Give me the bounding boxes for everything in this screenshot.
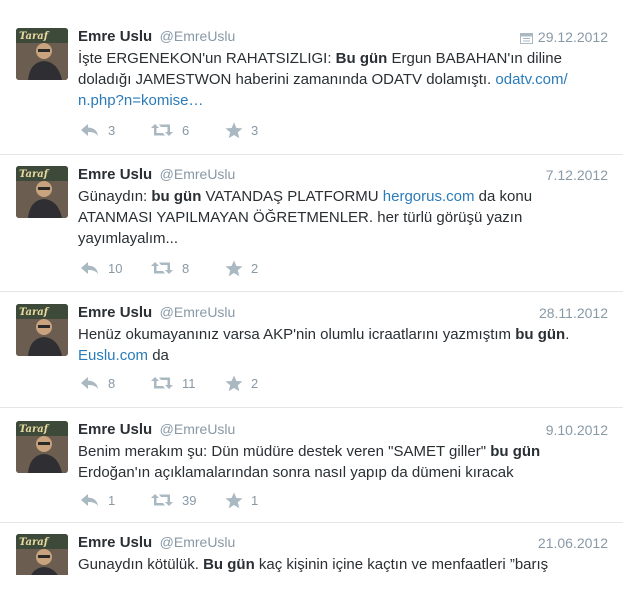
star-icon [225, 122, 243, 139]
avatar-image [16, 304, 68, 356]
reply-button[interactable] [80, 373, 115, 393]
reply-count: 8 [108, 375, 116, 391]
tweet-text-segment: Benim merakım şu: Dün müdüre destek veren "SAMET giller" [78, 443, 491, 460]
reply-button[interactable] [80, 258, 122, 278]
favorite-button[interactable] [225, 490, 258, 510]
tweet-text [78, 324, 608, 366]
avatar[interactable] [16, 166, 68, 218]
avatar[interactable] [16, 534, 68, 575]
avatar[interactable] [16, 304, 68, 356]
author-name[interactable]: Emre Uslu [78, 166, 153, 183]
favorite-button[interactable] [225, 373, 258, 393]
author-handle[interactable]: @EmreUslu [159, 534, 236, 550]
reply-button[interactable] [80, 120, 115, 140]
tweet-date[interactable]: 9.10.2012 [545, 422, 608, 438]
star-icon [225, 492, 243, 509]
retweet-icon [150, 375, 174, 391]
tweet-text-segment: Henüz okumayanınız varsa AKP'nin olumlu icraatlarını yazmıştım [78, 326, 516, 343]
favorite-count: 2 [251, 375, 259, 391]
reply-button[interactable] [80, 490, 115, 510]
tweet-date[interactable] [520, 29, 608, 45]
tweet-text-segment: Günaydın: [78, 188, 152, 205]
author-handle[interactable]: @EmreUslu [159, 166, 236, 182]
author-handle[interactable]: @EmreUslu [159, 421, 236, 437]
tweet-link[interactable]: hergorus.com [382, 188, 475, 205]
reply-icon [80, 122, 100, 138]
retweet-button[interactable] [150, 120, 189, 140]
reply-count: 1 [108, 492, 116, 508]
avatar-logo-text: Taraf [19, 424, 49, 435]
tweet-text-segment: Erdoğan'ın açıklamalarından sonra nasıl yapıp da dümeni kıracak [78, 464, 514, 481]
tweet-text [78, 554, 608, 575]
tweet-date[interactable]: 28.11.2012 [538, 305, 608, 321]
tweet-text-segment: kaç kişinin içine kaçtın ve menfaatleri ”barış [254, 556, 549, 573]
reply-count: 10 [108, 260, 123, 276]
calendar-icon [520, 31, 533, 43]
avatar-logo-text: Taraf [19, 537, 49, 548]
favorite-count: 1 [251, 492, 259, 508]
reply-icon [80, 492, 100, 508]
tweet-text-segment: Ergun BABAHAN'ın diline doladığı JAMESTWON haberini zamanında ODATV dolamıştı. [78, 50, 562, 88]
avatar-image [16, 166, 68, 218]
avatar-logo-text: Taraf [19, 307, 49, 318]
highlighted-term: bu gün [151, 188, 202, 205]
favorite-count: 3 [251, 122, 259, 138]
author-handle[interactable]: @EmreUslu [159, 28, 236, 44]
tweet-link[interactable]: odatv.com/ n.php?n=komise… [78, 71, 568, 109]
retweet-icon [150, 122, 174, 138]
tweet-text-segment: İşte ERGENEKON'un RAHATSIZLIGI: [78, 50, 336, 67]
author-handle[interactable]: @EmreUslu [159, 304, 236, 320]
retweet-icon [150, 492, 174, 508]
tweet-text-segment: VATANDAŞ PLATFORMU [201, 188, 383, 205]
highlighted-term: Bu gün [335, 50, 388, 67]
tweet-text-segment: da konu ATANMASI YAPILMAYAN ÖĞRETMENLER. her türlü görüşü yazın yayımlayalım... [78, 188, 533, 247]
tweet-header [78, 421, 608, 441]
avatar[interactable] [16, 28, 68, 80]
avatar-logo-text: Taraf [19, 169, 49, 180]
retweet-button[interactable] [150, 373, 196, 393]
tweet-date-text: 29.12.2012 [537, 29, 608, 45]
avatar-image [16, 534, 68, 575]
divider [0, 291, 623, 292]
avatar[interactable] [16, 421, 68, 473]
tweet-text [78, 48, 608, 111]
star-icon [225, 260, 243, 277]
divider [0, 522, 623, 523]
tweet-link[interactable]: Euslu.com [78, 347, 149, 364]
retweet-count: 8 [182, 260, 190, 276]
author-name[interactable]: Emre Uslu [78, 421, 153, 438]
avatar-logo-text: Taraf [19, 31, 49, 42]
tweet-text [78, 441, 608, 483]
tweet-date[interactable]: 21.06.2012 [537, 535, 608, 551]
tweet-header [78, 28, 608, 48]
highlighted-term: bu gün [515, 326, 566, 343]
avatar-image [16, 421, 68, 473]
tweet-text-segment: . [565, 326, 570, 343]
author-name[interactable]: Emre Uslu [78, 304, 153, 321]
tweet-text-segment: da [148, 347, 169, 364]
tweet-header [78, 304, 608, 324]
retweet-count: 11 [182, 375, 196, 391]
favorite-button[interactable] [225, 120, 258, 140]
tweet-date[interactable]: 7.12.2012 [545, 167, 608, 183]
highlighted-term: bu gün [490, 443, 541, 460]
tweet-text [78, 186, 608, 249]
avatar-image [16, 28, 68, 80]
retweet-count: 39 [182, 492, 197, 508]
favorite-count: 2 [251, 260, 259, 276]
tweet-header [78, 166, 608, 186]
reply-count: 3 [108, 122, 116, 138]
reply-icon [80, 260, 100, 276]
tweet-text-segment: Gunaydın kötülük. [78, 556, 204, 573]
star-icon [225, 375, 243, 392]
author-name[interactable]: Emre Uslu [78, 28, 153, 45]
retweet-button[interactable] [150, 258, 189, 278]
retweet-button[interactable] [150, 490, 196, 510]
retweet-count: 6 [182, 122, 190, 138]
tweet-header [78, 534, 608, 554]
author-name[interactable]: Emre Uslu [78, 534, 153, 551]
divider [0, 154, 623, 155]
reply-icon [80, 375, 100, 391]
divider [0, 407, 623, 408]
retweet-icon [150, 260, 174, 276]
favorite-button[interactable] [225, 258, 258, 278]
highlighted-term: Bu gün [203, 556, 255, 573]
